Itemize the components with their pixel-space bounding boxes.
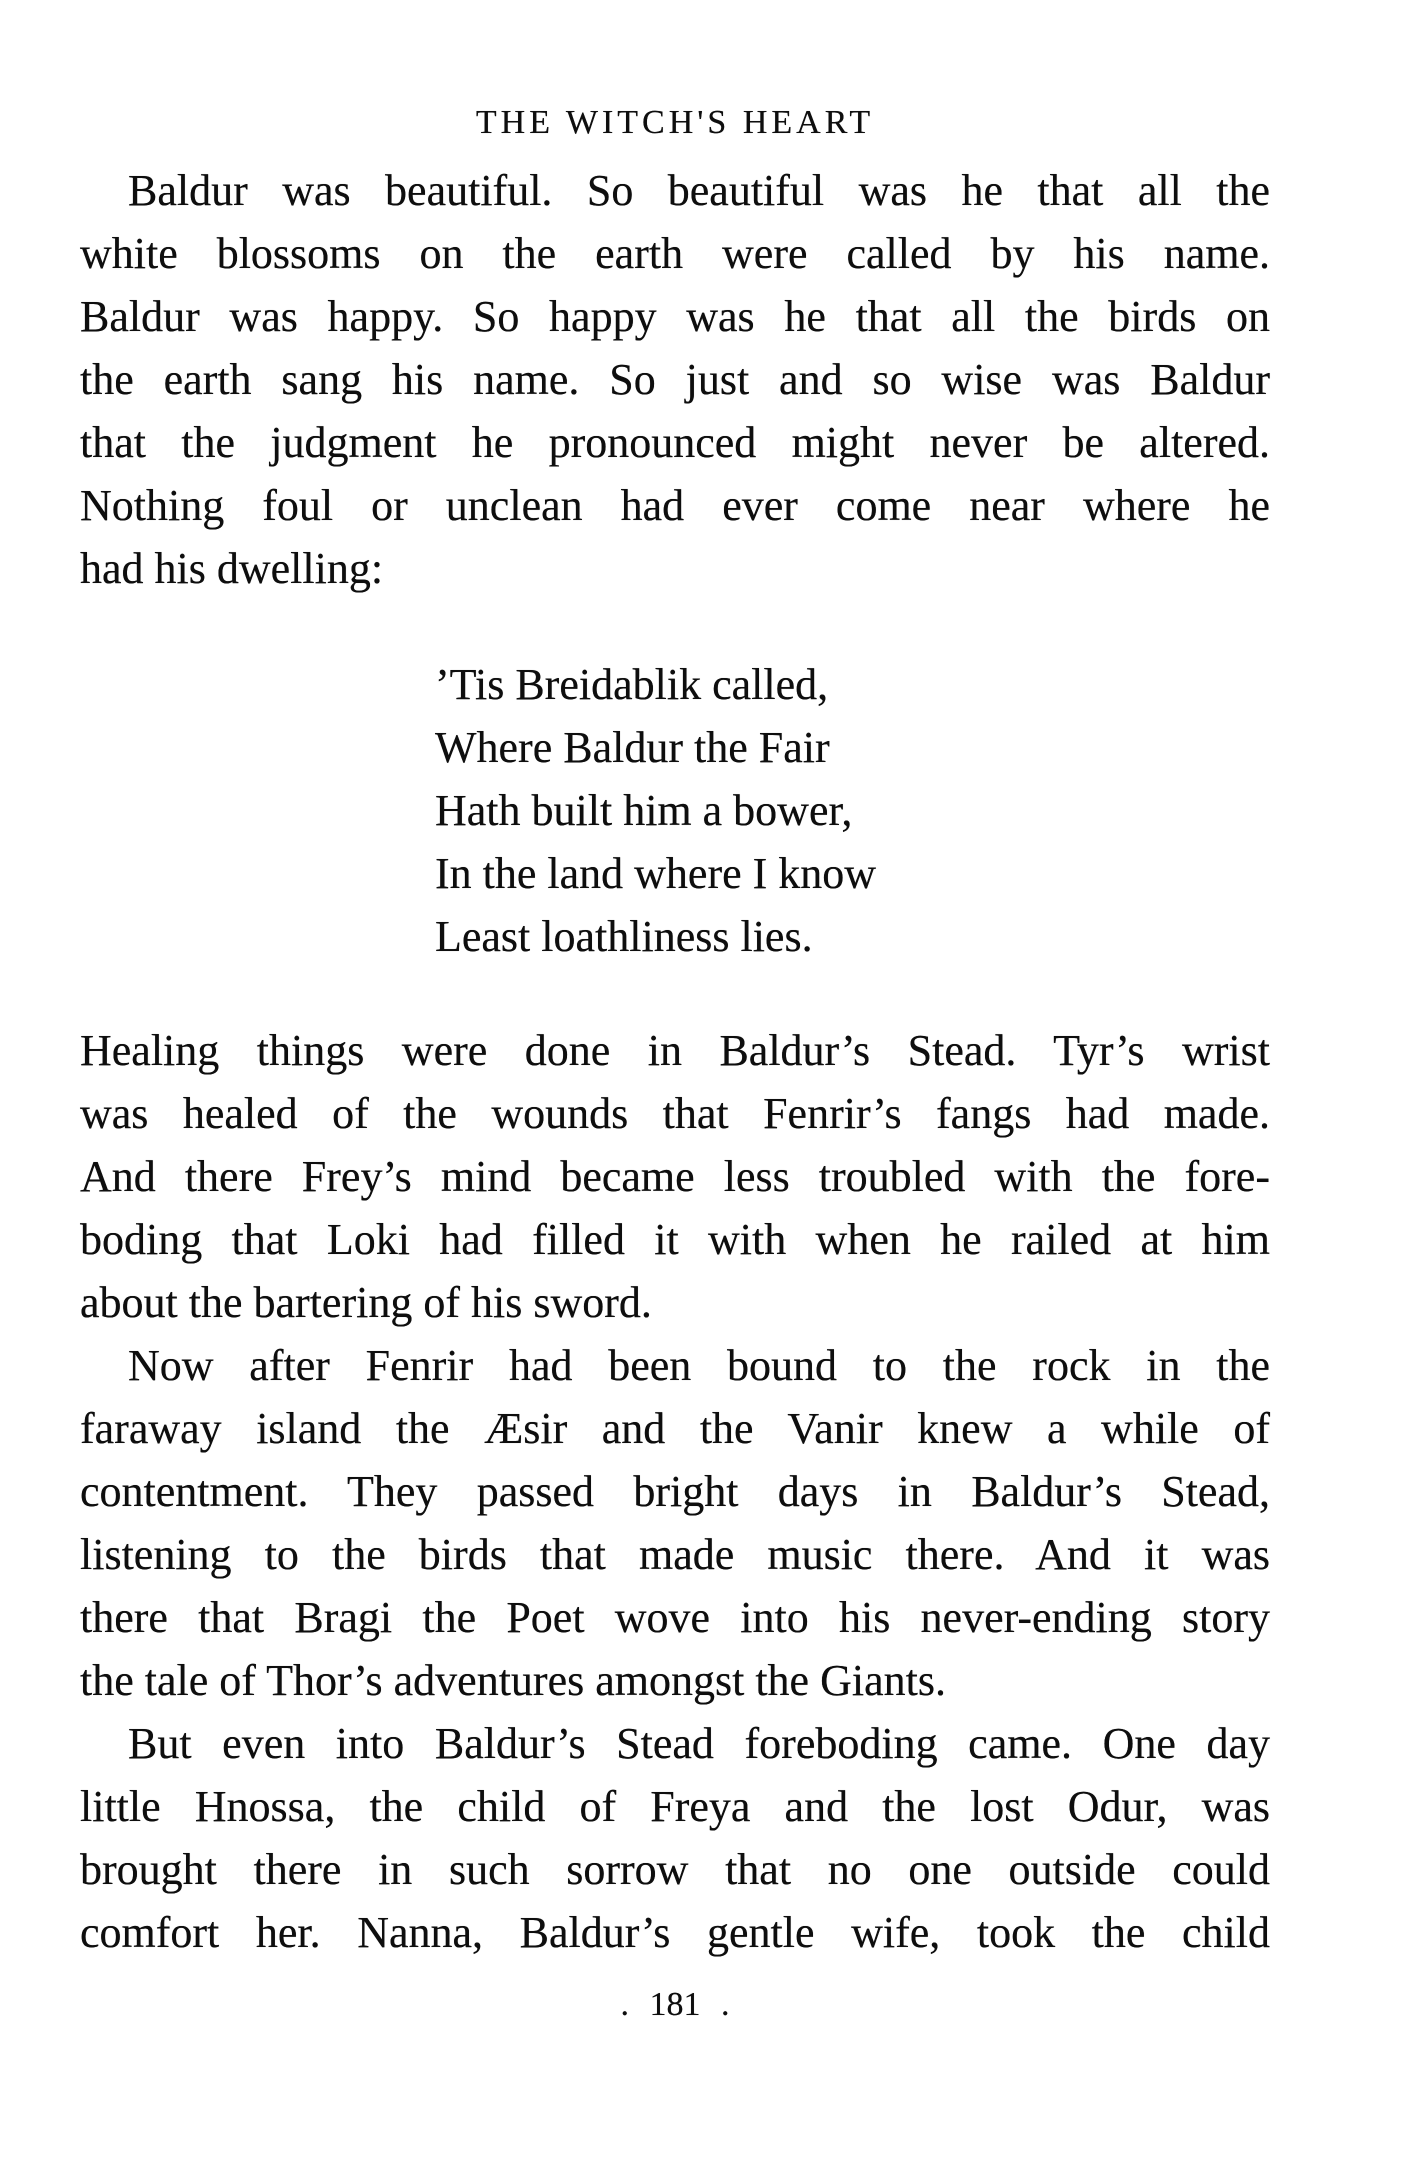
verse-line: ’Tis Breidablik called, xyxy=(435,660,829,709)
text-line: Baldur was beautiful. So beautiful was he that all the xyxy=(128,166,1270,215)
text-line: Nothing foul or unclean had ever come near where he xyxy=(80,481,1270,530)
text-line: contentment. They passed bright days in Baldur’s Stead, xyxy=(80,1467,1270,1516)
text-line: boding that Loki had filled it with when he railed at him xyxy=(80,1215,1270,1264)
verse-quotation xyxy=(435,653,876,968)
text-line: the earth sang his name. So just and so wise was Baldur xyxy=(80,355,1270,404)
text-line: And there Frey’s mind became less troubled with the fore- xyxy=(80,1152,1270,1201)
page-number: . 181 . xyxy=(620,1986,730,2023)
verse-line: Where Baldur the Fair xyxy=(435,723,830,772)
text-line: Healing things were done in Baldur’s Stead. Tyr’s wrist xyxy=(80,1026,1270,1075)
text-line: Now after Fenrir had been bound to the rock in the xyxy=(128,1341,1270,1390)
text-line: that the judgment he pronounced might never be altered. xyxy=(80,418,1270,467)
text-line: But even into Baldur’s Stead foreboding came. One day xyxy=(128,1719,1270,1768)
text-line: little Hnossa, the child of Freya and the lost Odur, was xyxy=(80,1782,1270,1831)
verse-line: Hath built him a bower, xyxy=(435,786,853,835)
paragraph-2 xyxy=(80,1019,1270,1334)
text-line: there that Bragi the Poet wove into his never-ending story xyxy=(80,1593,1270,1642)
text-line: about the bartering of his sword. xyxy=(80,1278,652,1327)
paragraph-4 xyxy=(80,1712,1270,1964)
text-line: Baldur was happy. So happy was he that all the birds on xyxy=(80,292,1270,341)
text-line: the tale of Thor’s adventures amongst the Giants. xyxy=(80,1656,946,1705)
text-line: comfort her. Nanna, Baldur’s gentle wife, took the child xyxy=(80,1908,1270,1957)
text-line: listening to the birds that made music there. And it was xyxy=(80,1530,1270,1579)
paragraph-3 xyxy=(80,1334,1270,1712)
text-line: brought there in such sorrow that no one outside could xyxy=(80,1845,1270,1894)
running-header: THE WITCH'S HEART xyxy=(475,104,875,141)
text-line: white blossoms on the earth were called by his name. xyxy=(80,229,1270,278)
verse-line: Least loathliness lies. xyxy=(435,912,813,961)
verse-line: In the land where I know xyxy=(435,849,877,898)
body-text xyxy=(80,1019,1270,1964)
text-line: was healed of the wounds that Fenrir’s fangs had made. xyxy=(80,1089,1270,1138)
paragraph-1 xyxy=(80,159,1270,600)
text-line: had his dwelling: xyxy=(80,544,384,593)
text-line: faraway island the Æsir and the Vanir knew a while of xyxy=(80,1404,1270,1453)
